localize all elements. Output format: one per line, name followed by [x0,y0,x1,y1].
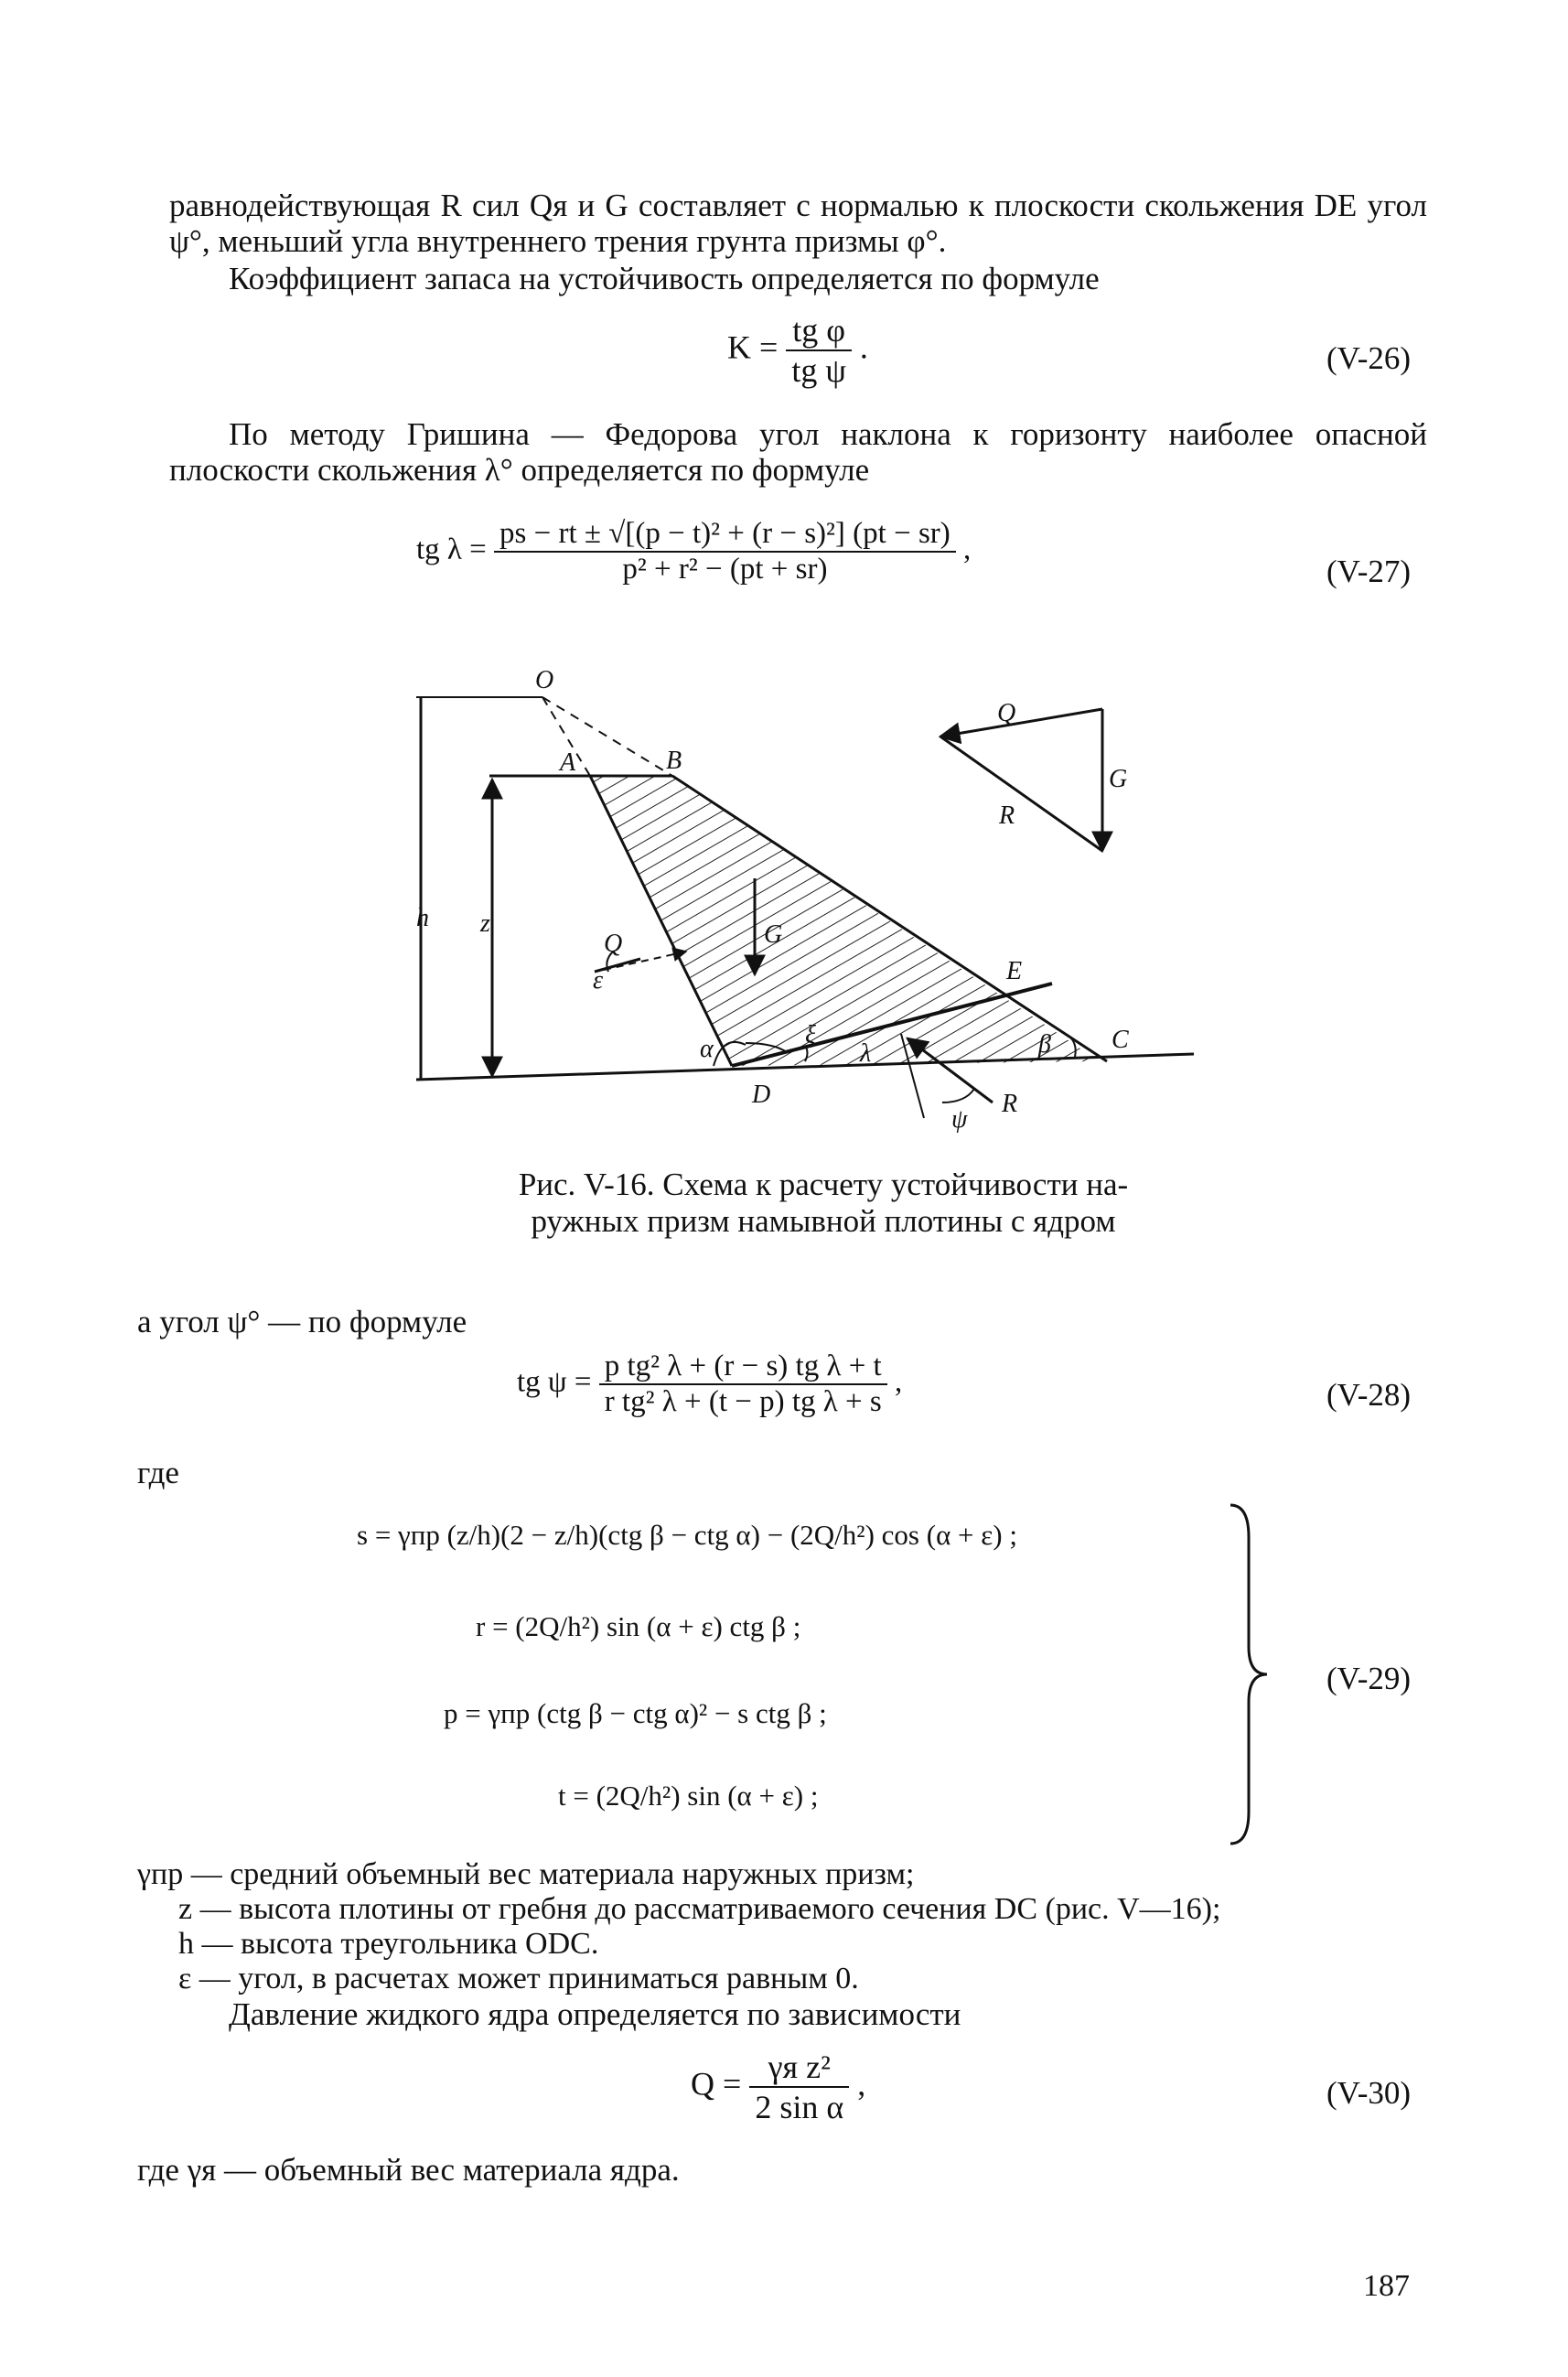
label-r: R [1002,1090,1018,1118]
label-h: h [416,904,429,932]
equation-v28: tg ψ = $\frac{\text{p tg² λ + (r − s) tg λ + t}}{\text{r tg² λ + (t − p) tg λ + s}}$ , [517,1350,903,1418]
equation-v29-s: s = γпр (z/h)(2 − z/h)(ctg β − ctg α) − (2Q/h²) cos (α + ε) ; [357,1519,1017,1551]
page-number: 187 [1363,2269,1410,2303]
force-triangle [940,709,1102,851]
dimension-lines [416,697,542,1080]
label-lambda: λ [860,1039,872,1068]
triangle-label-q: Q [997,699,1016,727]
label-q: Q [604,930,623,958]
label-beta: β [1038,1030,1051,1059]
label-alpha: α [700,1035,714,1063]
label-o: O [535,666,554,694]
definition-item: γпр — средний объемный вес материала наружных призм; [137,1857,915,1891]
paragraph-1: равнодействующая R сил Qя и G составляет с нормалью к плоскости скольжения DE угол ψ°, меньший угла внутреннего трения грунта призмы φ°. [169,188,1427,259]
label-c: C [1112,1026,1129,1054]
equation-v26: K = $\frac{\text{tg φ}}{\text{tg ψ}}$ . [727,312,868,389]
label-d: D [752,1081,771,1109]
paragraph-3: По методу Гришина — Федорова угол наклона к горизонту наиболее опасной плоскости скольжения λ° определяется по формуле [169,416,1427,488]
definition-item: h — высота треугольника ODC. [178,1927,599,1961]
paragraph-6: Давление жидкого ядра определяется по зависимости [229,1996,961,2032]
label-xi: ξ [805,1021,816,1049]
definitions-list [137,1857,1436,1996]
label-psi: ψ [951,1105,968,1134]
label-b: B [666,747,682,775]
label-z: z [480,909,490,938]
hatched-prism-area [590,776,1100,1066]
equation-label-v29: (V-29) [1326,1661,1412,1696]
equation-label-v30: (V-30) [1326,2075,1412,2111]
equation-v29-p: p = γпр (ctg β − ctg α)² − s ctg β ; [444,1697,827,1729]
psi-arc [942,1089,974,1102]
equation-v29-r: r = (2Q/h²) sin (α + ε) ctg β ; [476,1610,801,1642]
figure-v16 [403,663,1208,1139]
label-g: G [764,920,783,949]
equation-v30: Q = $\frac{\text{γя z²}}{\text{2 sin α}}$ , [691,2049,866,2125]
paragraph-2: Коэффициент запаса на устойчивость определяется по формуле [229,261,1100,296]
paragraph-4: а угол ψ° — по формуле [137,1304,467,1339]
equation-label-v28: (V-28) [1326,1377,1412,1413]
label-e: E [1006,957,1023,985]
triangle-r-side [940,737,1102,851]
triangle-q-side [940,709,1102,737]
where-label: где [137,1455,179,1490]
equation-v27: tg λ = $\frac{\text{ps − rt ± √[(p − t)² + (r − s)²] (pt − sr)}}{\text{p² + r² − (pt + sr)}}$ , [416,517,972,586]
triangle-label-r: R [999,801,1015,830]
triangle-label-g: G [1109,765,1128,793]
equation-v29-t: t = (2Q/h²) sin (α + ε) ; [558,1780,819,1812]
definition-item: ε — угол, в расчетах может приниматься равным 0. [178,1962,859,1995]
definition-item: z — высота плотины от гребня до рассматриваемого сечения DC (рис. V—16); [178,1892,1221,1926]
paragraph-7: где γя — объемный вес материала ядра. [137,2152,680,2188]
label-a: A [560,748,576,777]
figure-caption: Рис. V-16. Схема к расчету устойчивости на- ружных призм намывной плотины с ядром [518,1167,1129,1239]
equation-label-v26: (V-26) [1326,340,1412,376]
equation-label-v27: (V-27) [1326,554,1412,589]
label-eps: ε [593,966,604,995]
brace-icon [1226,1500,1272,1848]
